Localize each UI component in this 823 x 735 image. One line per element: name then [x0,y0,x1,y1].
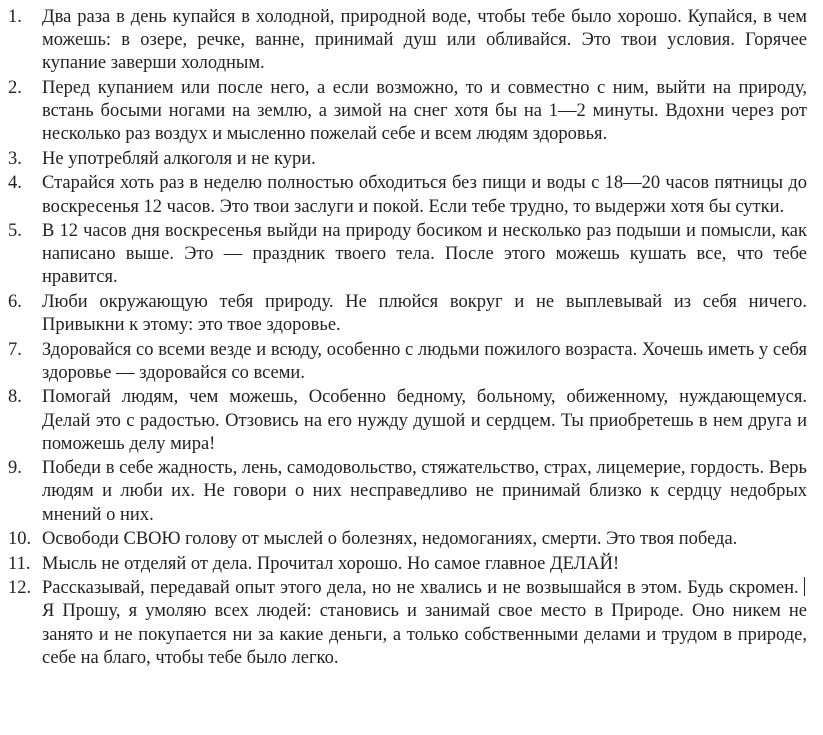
list-item [0,77,823,147]
list-number: 11. [8,553,31,574]
list-text-part: Рассказывай, передавай опыт этого дела, но не хвались и не возвышайся в этом. Будь скромен. [42,578,804,599]
list-text: В 12 часов дня воскресенья выйди на природу босиком и несколько раз подыши и помысли, как написано выше. Это — праздник твоего тела. После этого можешь кушать все, что тебе нравится. [42,221,807,288]
list-item [0,339,823,385]
list-text: Перед купанием или после него, а если возможно, то и совместно с ним, выйти на природу, встань босыми ногами на землю, а зимой на снег хотя бы на 1—2 минуты. Вдохни через рот несколько раз воздух и мысленно пожелай себе и всем людям здоровья. [42,77,807,145]
list-text-container[interactable] [42,577,807,670]
list-item [0,172,823,218]
list-item [0,457,823,527]
list-text: Люби окружающую тебя природу. Не плюйся вокруг и не выплевывай из себя ничего. Привыкни к этому: это твое здоровье. [42,291,807,336]
list-number: 9. [8,458,22,479]
list-text: Освободи СВОЮ голову от мыслей о болезнях, недомоганиях, смерти. Это твоя победа. [42,529,738,550]
list-text: Два раза в день купайся в холодной, природной воде, чтобы тебе было хорошо. Купайся, в чем можешь: в озере, речке, ванне, принимай душ или обливайся. Это твои условия. Горячее купание заверши холодным. [42,7,807,74]
list-number: 4. [8,173,22,194]
list-number: 3. [8,148,22,169]
list-item [0,553,823,576]
list-number: 2. [8,77,22,98]
list-item [0,6,823,76]
list-number: 7. [8,339,22,360]
list-item [0,220,823,290]
list-item [0,386,823,456]
list-number: 6. [8,291,22,312]
list-text: Помогай людям, чем можешь, Особенно бедному, больному, обиженному, нуждающемуся. Делай это с радостью. Отзовись на его нужду душой и сердцем. Ты приобретешь в нем друга и поможешь делу мира! [42,387,807,454]
list-item [0,577,823,670]
list-number: 10. [8,529,32,550]
list-number: 8. [8,387,22,408]
list-item [0,291,823,337]
list-text: Старайся хоть раз в неделю полностью обходиться без пищи и воды с 18—20 часов пятницы до воскресенья 12 часов. Это твои заслуги и покой. Если тебе трудно, то выдержи хотя бы сутки. [42,173,807,217]
list-text: Мысль не отделяй от дела. Прочитал хорошо. Но самое главное ДЕЛАЙ! [42,553,620,574]
list-number: 5. [8,221,22,242]
list-number: 1. [8,7,22,27]
list-item [0,148,823,171]
list-text: Здоровайся со всеми везде и всюду, особенно с людьми пожилого возраста. Хочешь иметь у себя здоровье — здоровайся со всеми. [42,339,807,383]
list-text: Не употребляй алкоголя и не кури. [42,148,316,169]
list-item [0,528,823,551]
list-number: 12. [8,578,32,599]
text-cursor-caret [804,577,805,596]
document-body [0,6,823,671]
list-text: Победи в себе жадность, лень, самодовольство, стяжательство, страх, лицемерие, гордость. Верь людям и люби их. Не говори о них несправедливо не принимай близко к сердцу недобрых мнений о них. [42,458,807,525]
list-text-part: Я Прошу, я умоляю всех людей: становись и занимай свое место в Природе. Оно никем не занято и не покупается ни за какие деньги, а только собственными делами и трудом в природе, себе на благо, чтобы тебе было легко. [42,601,807,668]
